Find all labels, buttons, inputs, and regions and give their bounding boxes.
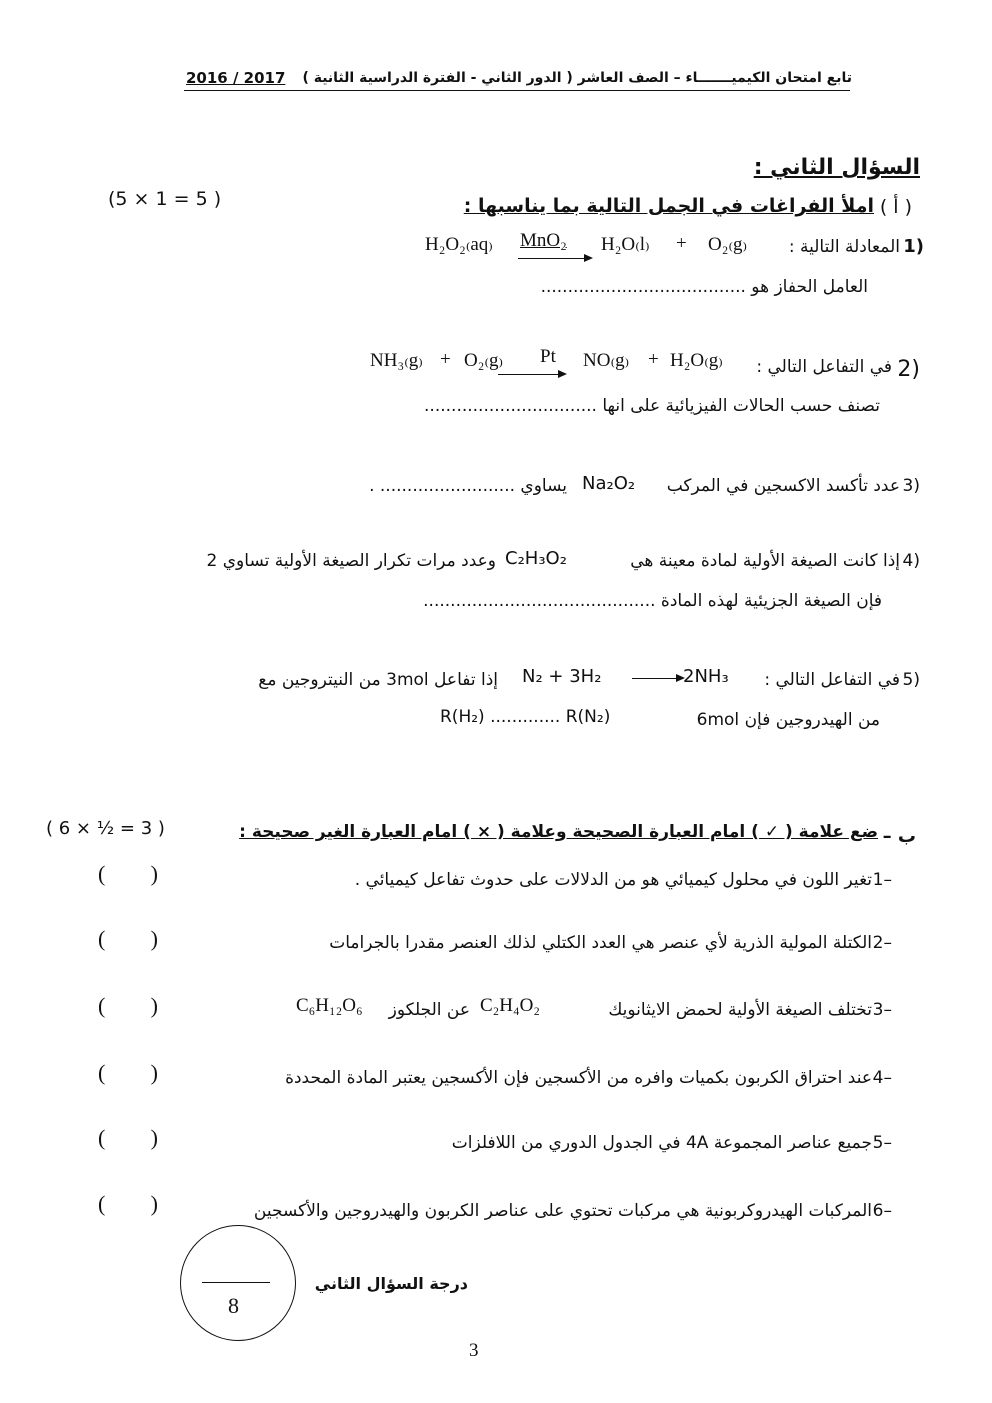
grade-label: درجة السؤال الثاني xyxy=(314,1274,468,1293)
item-2-reactant-1: NH₃₍g₎ xyxy=(370,350,423,371)
statement-3-formula-1: C₂H₄O₂ xyxy=(480,995,540,1016)
statement-4-text: عند احتراق الكربون بكميات وافره من الأكسجين فإن الأكسجين يعتبر المادة المحددة xyxy=(285,1068,872,1088)
item-1-plus: + xyxy=(676,233,687,254)
item-4-line-2: فإن الصيغة الجزيئية لهذه المادة ........................................... xyxy=(423,591,882,611)
item-3-number: 3) xyxy=(902,476,920,496)
item-2-arrow-head xyxy=(558,370,567,378)
item-2-catalyst: Pt xyxy=(540,346,556,367)
statement-6-text: المركبات الهيدروكربونية هي مركبات تحتوي على عناصر الكربون والهيدروجين والأكسجين xyxy=(253,1201,872,1221)
item-4-after: وعدد مرات تكرار الصيغة الأولية تساوي 2 xyxy=(206,551,496,571)
statement-5-text: جميع عناصر المجموعة 4A في الجدول الدوري من اللافلزات xyxy=(451,1133,872,1153)
item-1-arrow-head xyxy=(584,254,593,262)
item-1-arrow xyxy=(518,258,586,259)
item-5-after: إذا تفاعل 3mol من النيتروجين مع xyxy=(258,670,498,690)
part-b-label: ب – xyxy=(882,826,916,847)
item-1-text: المعادلة التالية : xyxy=(788,237,900,257)
item-1-product-2: O₂₍g₎ xyxy=(708,234,748,255)
question-title: السؤال الثاني : xyxy=(753,155,920,180)
item-5-line-2b: R(H₂) ............. R(N₂) xyxy=(440,707,611,727)
header-title: تابع امتحان الكيميـــــــاء – الصف العاشر ( الدور الثاني - الفترة الدراسية الثانية ) xyxy=(302,70,852,86)
item-2-plus-1: + xyxy=(440,349,451,370)
grade-circle xyxy=(180,1225,296,1341)
statement-2-number: 2– xyxy=(872,933,892,953)
answer-box-5[interactable]: ( ) xyxy=(98,1125,158,1150)
item-1-product-1: H₂O₍l₎ xyxy=(601,234,650,255)
part-a-instruction: املأ الفراغات في الجمل التالية بما يناسبها : xyxy=(463,195,874,217)
item-2-line-2: تصنف حسب الحالات الفيزيائية على انها ................................ xyxy=(424,396,880,416)
grade-fraction-line xyxy=(202,1282,270,1283)
statement-1-number: 1– xyxy=(872,870,892,890)
answer-box-1[interactable]: ( ) xyxy=(98,861,158,886)
statement-5-number: 5– xyxy=(872,1133,892,1153)
grade-total: 8 xyxy=(228,1293,239,1318)
part-a-label: ( أ ) xyxy=(879,196,912,218)
item-1-number: 1) xyxy=(903,236,924,257)
statement-2-text: الكتلة المولية الذرية لأي عنصر هي العدد الكتلي لذلك العنصر مقدرا بالجرامات xyxy=(329,933,872,953)
item-1-line-2: العامل الحفاز هو ...................................... xyxy=(540,277,868,297)
item-2-product-2: H₂O₍g₎ xyxy=(670,350,723,371)
item-4-formula: C₂H₃O₂ xyxy=(505,548,567,569)
item-3-text: عدد تأكسد الاكسجين في المركب xyxy=(666,476,900,496)
part-b-score: ( 6 × ½ = 3 ) xyxy=(46,818,165,839)
statement-4-number: 4– xyxy=(872,1068,892,1088)
statement-3-mid: عن الجلكوز xyxy=(388,1000,470,1020)
part-b-instruction: ضع علامة ( ✓ ) امام العبارة الصحيحة وعلامة ( × ) امام العبارة الغير صحيحة : xyxy=(239,822,878,842)
item-2-plus-2: + xyxy=(648,349,659,370)
answer-box-2[interactable]: ( ) xyxy=(98,926,158,951)
statement-1-text: تغير اللون في محلول كيميائي هو من الدلالات على حدوث تفاعل كيميائي . xyxy=(354,870,872,890)
page-number: 3 xyxy=(469,1340,479,1361)
answer-box-3[interactable]: ( ) xyxy=(98,993,158,1018)
item-5-eq-right: 2NH₃ xyxy=(683,666,729,687)
statement-6-number: 6– xyxy=(872,1201,892,1221)
part-a-score: (5 × 1 = 5 ) xyxy=(108,188,222,210)
item-2-reactant-2: O₂₍g₎ xyxy=(464,350,504,371)
item-3-after: يساوي ......................... . xyxy=(369,476,567,496)
statement-3-formula-2: C₆H₁₂O₆ xyxy=(296,995,363,1016)
item-1-reactant: H₂O₂₍aq₎ xyxy=(425,234,493,255)
statement-3-number: 3– xyxy=(872,1000,892,1020)
header-year: 2016 / 2017 xyxy=(186,69,286,87)
answer-box-4[interactable]: ( ) xyxy=(98,1060,158,1085)
item-2-number: 2) xyxy=(897,357,920,382)
answer-box-6[interactable]: ( ) xyxy=(98,1191,158,1216)
item-2-text: في التفاعل التالي : xyxy=(756,357,892,377)
item-5-line-2a: 6mol من الهيدروجين فإن xyxy=(696,710,880,730)
item-2-product-1: NO₍g₎ xyxy=(583,350,630,371)
item-4-number: 4) xyxy=(902,551,920,571)
item-5-number: 5) xyxy=(902,670,920,690)
item-5-eq-left: N₂ + 3H₂ xyxy=(522,666,602,687)
item-5-text: في التفاعل التالي : xyxy=(764,670,900,690)
statement-3-text: تختلف الصيغة الأولية لحمض الايثانويك xyxy=(608,1000,872,1020)
item-2-arrow xyxy=(498,374,560,375)
item-4-text: إذا كانت الصيغة الأولية لمادة معينة هي xyxy=(630,551,900,571)
item-3-compound: Na₂O₂ xyxy=(582,473,636,494)
item-1-catalyst: MnO₂ xyxy=(520,230,567,251)
item-5-arrow xyxy=(632,678,678,679)
header-underline xyxy=(184,90,850,91)
